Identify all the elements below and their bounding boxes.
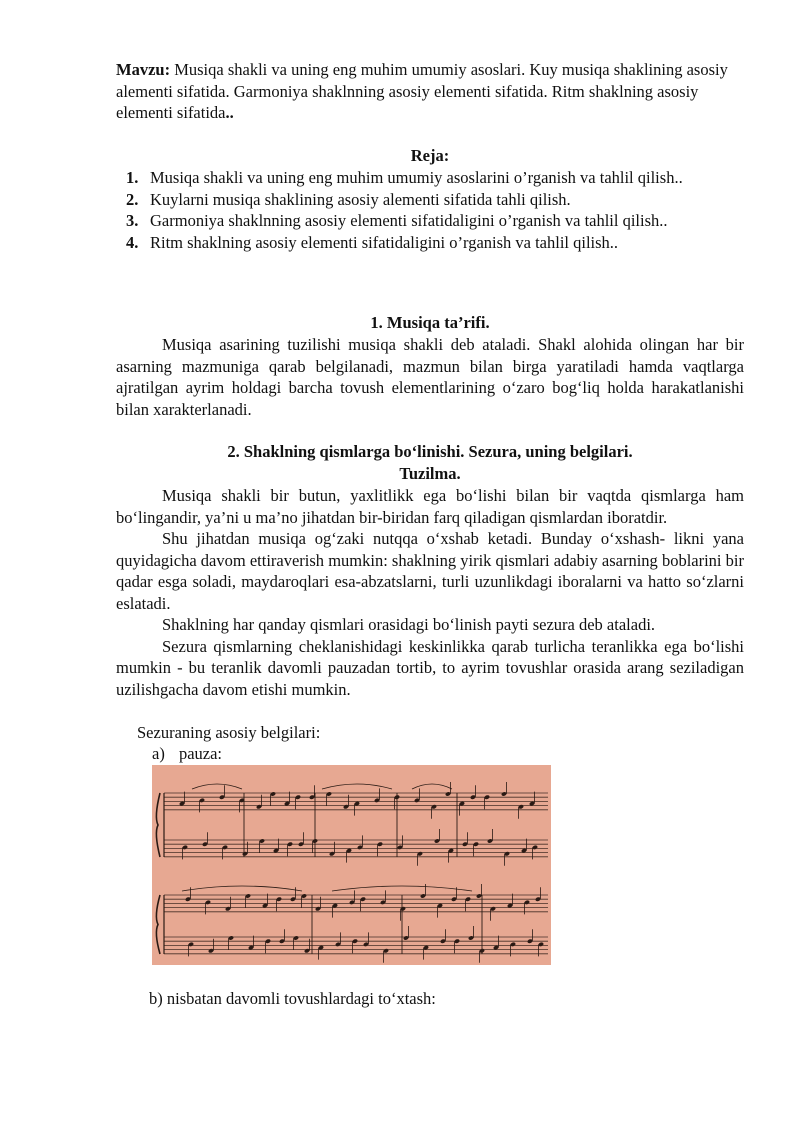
topic-end: ..	[225, 103, 234, 122]
plan-item	[116, 210, 744, 232]
plan-item-number: 4.	[126, 232, 139, 252]
plan-item-text: Kuylarni musiqa shaklining asosiy alementi sifatida tahli qilish.	[150, 189, 571, 209]
plan-list	[116, 167, 744, 253]
score-illustration	[152, 765, 551, 965]
plan-item-text: Ritm shaklning asosiy elementi sifatidaligini o’rganish va tahlil qilish..	[150, 232, 619, 252]
plan-item	[116, 167, 744, 189]
plan-item-text: Musiqa shakli va uning eng muhim umumiy asoslarini o’rganish va tahlil qilish..	[150, 168, 683, 187]
section2-paragraph: Shaklning har qanday qismlari orasidagi bo‘linish payti sezura deb ataladi.	[162, 615, 656, 634]
section2-paragraph: Sezura qismlarning cheklanishidagi keskinlikka qarab turlicha teranlikka ega bo‘lishi mumkin - bu teranlik davomli pauzadan tortib, to ayrim tovushlar orasida arang seziladigan uzilishgacha davom etishi mumkin.	[116, 636, 744, 699]
plan-item-number: 3.	[126, 211, 139, 230]
item-a	[152, 743, 222, 765]
section1-title: 1. Musiqa ta’rifi.	[370, 313, 490, 332]
plan-item-text: Garmoniya shaklnning asosiy elementi sifatidaligini o’rganish va tahlil qilish..	[150, 211, 668, 230]
score-image	[152, 765, 551, 965]
section1-text: Musiqa asarining tuzilishi musiqa shakli deb ataladi. Shakl alohida olingan har bir asarning mazmuniga qarab belgilanadi, mazmun bilan birga yaratiladi hamda vaqtlarga ajratilgan ayrim holdagi barcha tovush elementlarining o‘zaro bog‘liq holda harakatlanishi bilan xarakterlanadi.	[116, 335, 744, 419]
plan-item-number: 2.	[126, 189, 139, 209]
topic-paragraph	[116, 59, 744, 124]
section2-body	[116, 485, 744, 700]
signs-heading: Sezuraning asosiy belgilari:	[137, 723, 321, 742]
section2-subtitle: Tuzilma.	[399, 464, 461, 483]
section2-paragraph: Musiqa shakli bir butun, yaxlitlikk ega bo‘lishi bilan bir vaqtda qismlarga ham bo‘lingandir, ya’ni u ma’no jihatdan bir-biridan farq qiladigan qismlardan iboratdir.	[116, 486, 744, 527]
plan-item-number: 1.	[126, 168, 139, 187]
plan-title: Reja:	[410, 146, 450, 165]
section2-title: 2. Shaklning qismlarga bo‘linishi. Sezura, uning belgilari.	[227, 442, 633, 461]
topic-label: Mavzu:	[116, 60, 171, 79]
section2-paragraph: Shu jihatdan musiqa og‘zaki nutqqa o‘xshab ketadi. Bunday o‘xshash- likni yana quyidagicha davom ettiraverish mumkin: shaklning yirik qismlari adabiy asarning boblarini bir qadar esga soladi, maydaroqlari esa-abzatslarni, turli uzunlikdagi iboralarni va hatto so‘zlarni eslatadi.	[116, 529, 744, 613]
plan-item	[116, 232, 744, 254]
item-a-text: pauza:	[178, 744, 223, 763]
section1-paragraph	[116, 334, 744, 420]
item-a-marker: a)	[152, 744, 165, 763]
topic-text: Musiqa shakli va uning eng muhim umumiy asoslari. Kuy musiqa shaklining asosiy alementi sifatida. Garmoniya shaklnning asosiy elementi sifatida. Ritm shaklning asosiy elementi sifatida	[116, 60, 728, 122]
plan-item	[116, 189, 744, 211]
item-b-text: b) nisbatan davomli tovushlardagi to‘xtash:	[149, 989, 436, 1008]
